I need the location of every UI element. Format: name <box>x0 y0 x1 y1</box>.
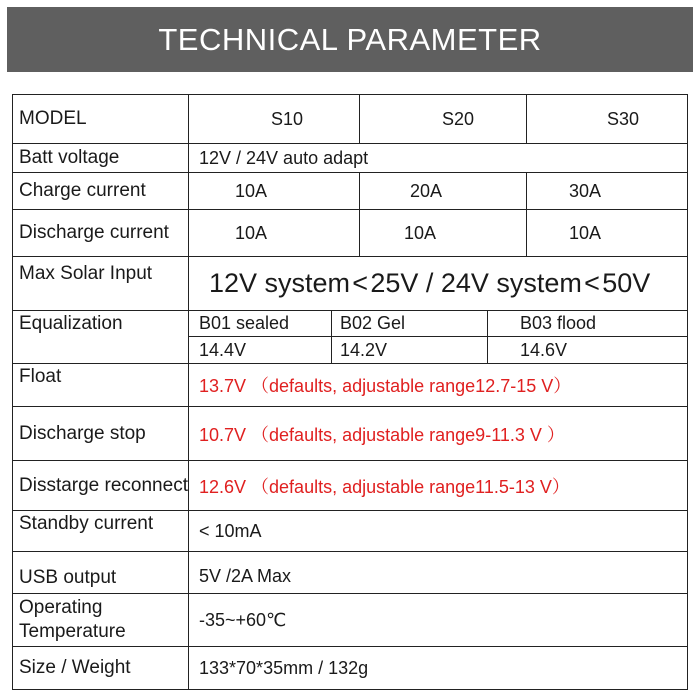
label-size-weight: Size / Weight <box>12 646 189 690</box>
operating-temperature-value: -35~+60℃ <box>188 593 688 647</box>
label-usb-output: USB output <box>12 551 189 594</box>
label-operating-temperature-line2: Temperature <box>19 621 126 642</box>
charge-current-s20: 20A <box>359 172 527 210</box>
label-standby-current: Standby current <box>12 510 189 552</box>
standby-current-value: < 10mA <box>188 510 688 552</box>
label-model: MODEL <box>12 94 189 144</box>
label-operating-temperature-line1: Operating <box>19 597 103 618</box>
max-solar-input-value: 12V system < 25V / 24V system < 50V <box>188 256 688 311</box>
model-s10: S10 <box>188 94 360 144</box>
batt-voltage-value: 12V / 24V auto adapt <box>188 143 688 173</box>
label-discharge-current: Discharge current <box>12 209 189 257</box>
equalization-value-b03: 14.6V <box>487 336 688 364</box>
equalization-value-b02: 14.2V <box>331 336 488 364</box>
charge-current-s10: 10A <box>188 172 360 210</box>
discharge-current-s10: 10A <box>188 209 360 257</box>
model-s20: S20 <box>359 94 527 144</box>
label-charge-current: Charge current <box>12 172 189 210</box>
float-value: 13.7V （defaults, adjustable range12.7-15 V） <box>188 363 688 407</box>
equalization-type-b03: B03 flood <box>487 310 688 337</box>
label-batt-voltage: Batt voltage <box>12 143 189 173</box>
label-operating-temperature <box>12 593 189 647</box>
label-equalization: Equalization <box>12 310 189 364</box>
discharge-reconnect-value: 12.6V （defaults, adjustable range11.5-13 V） <box>188 460 688 511</box>
label-discharge-reconnect: Disstarge reconnect <box>12 460 189 511</box>
parameter-table <box>12 94 688 690</box>
label-float: Float <box>12 363 189 407</box>
discharge-current-s30: 10A <box>526 209 688 257</box>
page-title: TECHNICAL PARAMETER <box>158 21 542 57</box>
title-banner <box>7 7 693 72</box>
discharge-current-s20: 10A <box>359 209 527 257</box>
model-s30: S30 <box>526 94 688 144</box>
equalization-type-b02: B02 Gel <box>331 310 488 337</box>
size-weight-value: 133*70*35mm / 132g <box>188 646 688 690</box>
label-discharge-stop: Discharge stop <box>12 406 189 461</box>
equalization-value-b01: 14.4V <box>188 336 332 364</box>
discharge-stop-value: 10.7V （defaults, adjustable range9-11.3 V ） <box>188 406 688 461</box>
equalization-type-b01: B01 sealed <box>188 310 332 337</box>
usb-output-value: 5V /2A Max <box>188 551 688 594</box>
charge-current-s30: 30A <box>526 172 688 210</box>
label-max-solar-input: Max Solar Input <box>12 256 189 311</box>
